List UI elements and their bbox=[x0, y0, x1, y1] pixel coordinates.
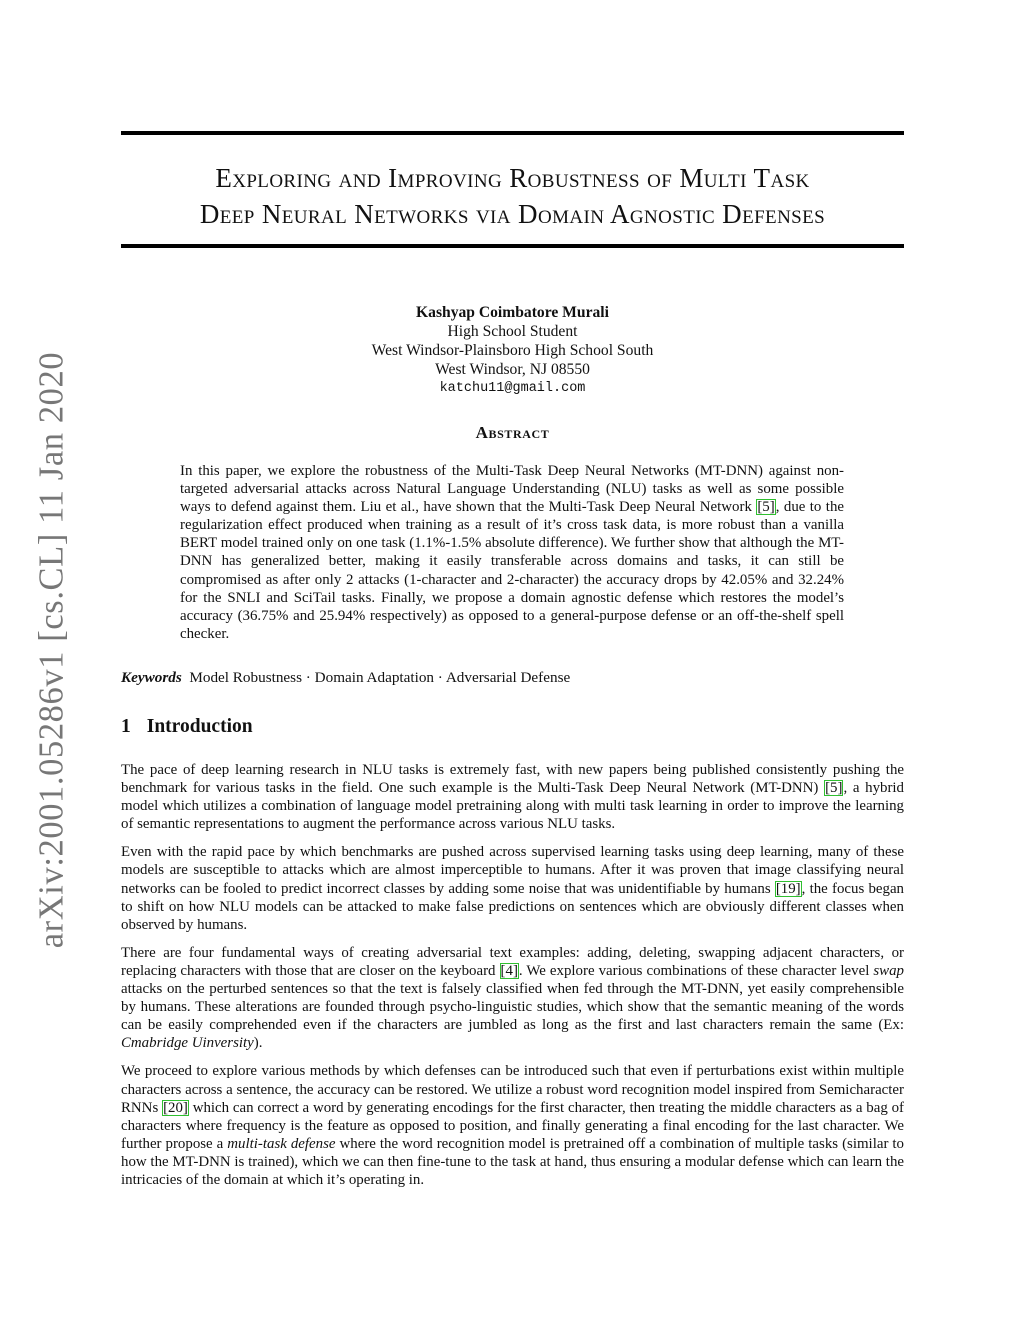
title-rule-bottom bbox=[121, 244, 904, 248]
paragraph-2 bbox=[121, 843, 904, 933]
keywords-text: Model Robustness · Domain Adaptation · Adversarial Defense bbox=[189, 669, 571, 686]
emphasis-text: swap bbox=[873, 962, 904, 979]
author-school: West Windsor-Plainsboro High School South bbox=[371, 342, 654, 359]
abstract-heading: Abstract bbox=[475, 423, 550, 442]
abstract-text bbox=[180, 462, 844, 643]
keywords-line bbox=[121, 669, 570, 687]
author-position: High School Student bbox=[447, 323, 578, 340]
abstract-text-part-1: In this paper, we explore the robustness of the Multi-Task Deep Neural Networks (MT-DNN) against non-targeted adversarial attacks across Natural Language Understanding (NLU) tasks as well as some possible ways to defend against them. Liu et al., have shown that the Multi-Task Deep Neural Network bbox=[180, 463, 844, 516]
author-block bbox=[121, 303, 904, 398]
citation-link[interactable]: [19] bbox=[775, 880, 801, 897]
emphasis-text: Cmabridge Uinversity bbox=[121, 1035, 254, 1052]
title-line-2: Deep Neural Networks via Domain Agnostic Defenses bbox=[199, 199, 826, 229]
section-heading-introduction bbox=[121, 716, 253, 738]
paragraph-text: , a hybrid model which utilizes a combination of language model pretraining along with multi task learning in order to improve the learning of semantic representations to augment the performance across various NLU tasks. bbox=[121, 780, 905, 833]
paper-title bbox=[121, 160, 904, 232]
section-number: 1 bbox=[121, 716, 131, 737]
paragraph-text: There are four fundamental ways of creating adversarial text examples: adding, deleting, swapping adjacent characters, or replacing characters with those that are closer on the keyboard bbox=[121, 944, 904, 979]
introduction-body bbox=[121, 761, 904, 1199]
author-location: West Windsor, NJ 08550 bbox=[435, 361, 590, 378]
paragraph-text: attacks on the perturbed sentences so that the text is falsely classified when fed through the MT-DNN, yet easily comprehensible by humans. These alterations are founded through psycho-linguistic studies, which show that the semantic meaning of the words can be easily comprehended even if the characters are jumbled as long as the first and last characters remain the same (Ex: bbox=[121, 981, 904, 1034]
paragraph-text: We proceed to explore various methods by which defenses can be introduced such that even if perturbations exist within multiple characters across a sentence, the accuracy can be restored. We utilize a robust word recognition model inspired from Semicharacter RNNs bbox=[121, 1063, 904, 1116]
section-title: Introduction bbox=[146, 716, 253, 737]
title-line-1: Exploring and Improving Robustness of Multi Task bbox=[215, 163, 810, 193]
citation-link[interactable]: [4] bbox=[500, 962, 518, 979]
paragraph-4 bbox=[121, 1062, 904, 1189]
paragraph-text: . We explore various combinations of these character level bbox=[518, 962, 874, 979]
arxiv-identifier-stamp: arXiv:2001.05286v1 [cs.CL] 11 Jan 2020 bbox=[32, 351, 71, 949]
paragraph-text: Even with the rapid pace by which benchmarks are pushed across supervised learning tasks using deep learning, many of these models are susceptible to attacks which are almost imperceptible to humans. After it was proven that image classifying neural networks can be fooled to predict incorrect classes by adding some noise that was unidentifiable by humans bbox=[121, 844, 904, 897]
paragraph-text: , the focus began to shift on how NLU models can be attacked to make false predictions on sentences which are obviously different classes when observed by humans. bbox=[121, 880, 905, 933]
abstract-text-part-2: , due to the regularization effect produced when training as a result of it’s cross task data, is more robust than a vanilla BERT model trained only on one task (1.1%-1.5% absolute difference). We further show that although the MT-DNN has generalized better, making it easily transferable across domains and tasks, it can still be compromised as after only 2 attacks (1-character and 2-character) the accuracy drops by 42.05% and 32.24% for the SNLI and SciTail tasks. Finally, we propose a domain agnostic defense which restores the model’s accuracy (36.75% and 25.94% respectively) as opposed to a general-purpose defense or an off-the-shelf spell checker. bbox=[180, 499, 844, 642]
citation-link[interactable]: [20] bbox=[163, 1099, 188, 1116]
citation-link[interactable]: [5] bbox=[757, 499, 775, 516]
paragraph-text: The pace of deep learning research in NLU tasks is extremely fast, with new papers being published consistently pushing the benchmark for various tasks in the field. One such example is the Multi-Task Deep Neural Network (MT-DNN) bbox=[121, 762, 904, 797]
author-email[interactable]: katchu11@gmail.com bbox=[439, 381, 586, 396]
paragraph-3 bbox=[121, 944, 904, 1053]
emphasis-text: multi-task defense bbox=[227, 1135, 336, 1152]
paragraph-text: where the word recognition model is pretrained off a combination of multiple tasks (similar to how the MT-DNN is trained), which we can then fine-tune to the task at hand, thus ensuring a modular defense which can learn the intricacies of the domain at which it’s operating in. bbox=[121, 1135, 904, 1188]
author-name: Kashyap Coimbatore Murali bbox=[416, 304, 609, 321]
paragraph-text: ). bbox=[253, 1035, 263, 1052]
keywords-label: Keywords bbox=[121, 669, 182, 686]
paragraph-1 bbox=[121, 761, 904, 833]
citation-link[interactable]: [5] bbox=[825, 780, 843, 797]
paragraph-text: which can correct a word by generating encodings for the first character, then treating the middle characters as a bag of characters where frequency is the feature as opposed to position, and finally generating a final encoding for the last character. We further propose a bbox=[121, 1099, 904, 1152]
title-rule-top bbox=[121, 131, 904, 135]
